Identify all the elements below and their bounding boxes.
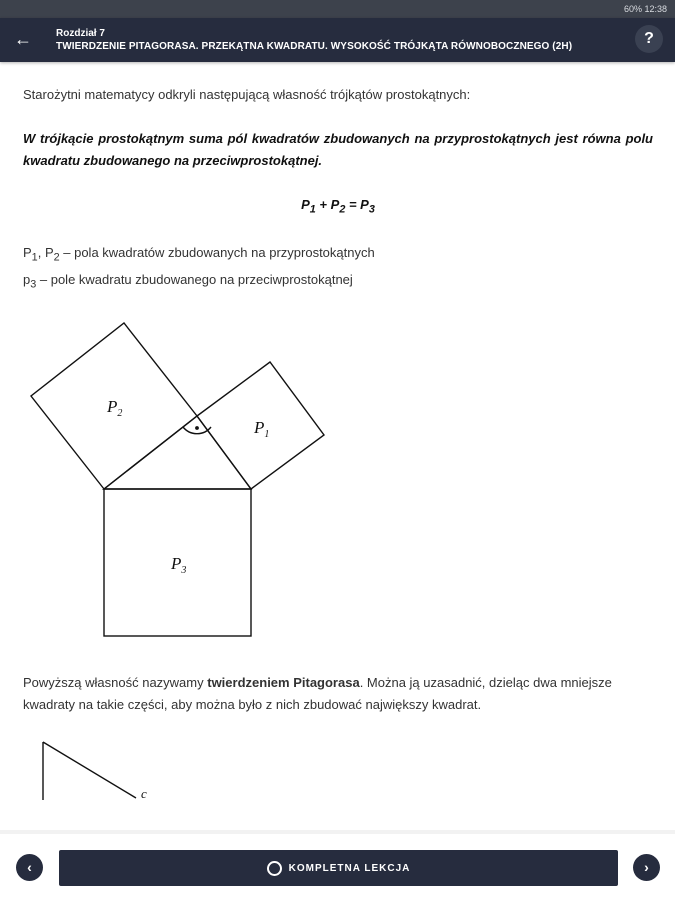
circle-icon: [267, 861, 282, 876]
status-bar: [0, 0, 675, 18]
label-c: c: [141, 786, 147, 801]
back-arrow-icon[interactable]: ←: [14, 29, 32, 49]
pythagoras-diagram: [0, 62, 675, 832]
app-header: [0, 18, 675, 62]
header-titles: [56, 27, 572, 53]
theorem-text: W trójkącie prostokątnym suma pól kwadratów zbudowanych na przyprostokątnych jest równa polu kwadratu zbudowanego na przeciwprostokątnej.: [23, 131, 653, 168]
definition-p1-p2: $P_1$, $P_2$ – pola kwadratów zbudowanych na przyprostokątnych: [23, 245, 375, 264]
prev-chevron-icon[interactable]: ‹: [16, 854, 43, 881]
intro-text: Starożytni matematycy odkryli następującą własność trójkątów prostokątnych:: [23, 87, 471, 102]
status-text: 60% 12:38: [623, 4, 667, 14]
bottom-bar: [0, 830, 675, 900]
help-icon[interactable]: ?: [635, 25, 663, 53]
triangle: [104, 416, 251, 489]
complete-lesson-button[interactable]: [59, 850, 618, 886]
formula: $P_1 + P_2 = P_3$: [301, 197, 375, 216]
label-p3: $P_3$: [171, 554, 187, 576]
lesson-title: TWIERDZENIE PITAGORASA. PRZEKĄTNA KWADRATU. WYSOKOŚĆ TRÓJKĄTA RÓWNOBOCZNEGO (2H): [56, 41, 573, 52]
lesson-content: [0, 62, 675, 830]
label-p2: $P_2$: [107, 397, 123, 419]
complete-lesson-label: KOMPLETNA LEKCJA: [288, 862, 411, 874]
pythagoras-paragraph: Powyższą własność nazywamy twierdzeniem Pitagorasa. Można ją uzasadnić, dzieląc dwa mniejsze kwadraty na takie części, aby można było z nich zbudować największy kwadrat.: [23, 675, 612, 712]
definition-p3: $p_3$ – pole kwadratu zbudowanego na przeciwprostokątnej: [23, 272, 353, 291]
next-chevron-icon[interactable]: ›: [633, 854, 660, 881]
chapter-label: Rozdział 7: [56, 28, 105, 39]
small-triangle: [43, 742, 136, 800]
label-p1: $P_1$: [254, 418, 270, 440]
